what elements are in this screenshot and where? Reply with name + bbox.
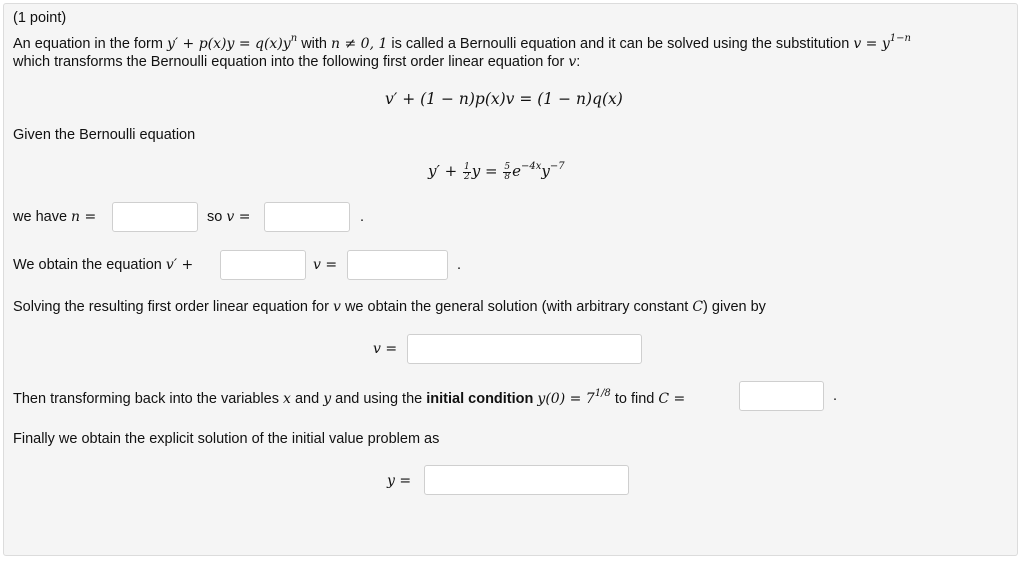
given-label: Given the Bernoulli equation (13, 127, 196, 143)
we-have-line: we have n = (13, 209, 97, 225)
period: . (833, 388, 838, 404)
then-line: Then transforming back into the variables x and y and using the initial condition $y(0) = 7^{1/8}$ to find C = (13, 388, 686, 407)
intro-line: An equation in the form $y' + p(x)y = q(x)y^n$ with n ≠ 0, 1 is called a Bernoulli equation and it can be solved using the substitution $v = y^{1-n}$ (13, 33, 911, 52)
coefficient-input[interactable] (220, 250, 306, 280)
v-substitution-input[interactable] (264, 202, 350, 232)
rhs-input[interactable] (347, 250, 448, 280)
period: . (360, 209, 365, 225)
so-label: so v = (207, 209, 251, 225)
explicit-solution-input[interactable] (424, 465, 629, 495)
n-input[interactable] (112, 202, 198, 232)
given-equation: y′ + $\frac{1}{2}$ y = $\frac{5}{8}$ $e^{-4x}y^{-7}$ (428, 161, 565, 182)
C-input[interactable] (739, 381, 824, 411)
general-v-eq: v = (373, 341, 398, 357)
period: . (457, 257, 462, 273)
linear-equation: v′ + (1 − n)p(x)v = (1 − n)q(x) (385, 90, 623, 108)
final-y-eq: y = (387, 473, 412, 489)
points-label: (1 point) (13, 10, 67, 26)
solving-line: Solving the resulting first order linear equation for v we obtain the general solution (with arbitrary constant C) given by (13, 299, 766, 315)
finally-label: Finally we obtain the explicit solution of the initial value problem as (13, 431, 440, 447)
obtain-v-eq: v = (313, 257, 338, 273)
general-solution-input[interactable] (407, 334, 642, 364)
intro-line-2: which transforms the Bernoulli equation into the following first order linear equation for v: (13, 54, 581, 70)
obtain-line: We obtain the equation v′ + (13, 257, 194, 273)
